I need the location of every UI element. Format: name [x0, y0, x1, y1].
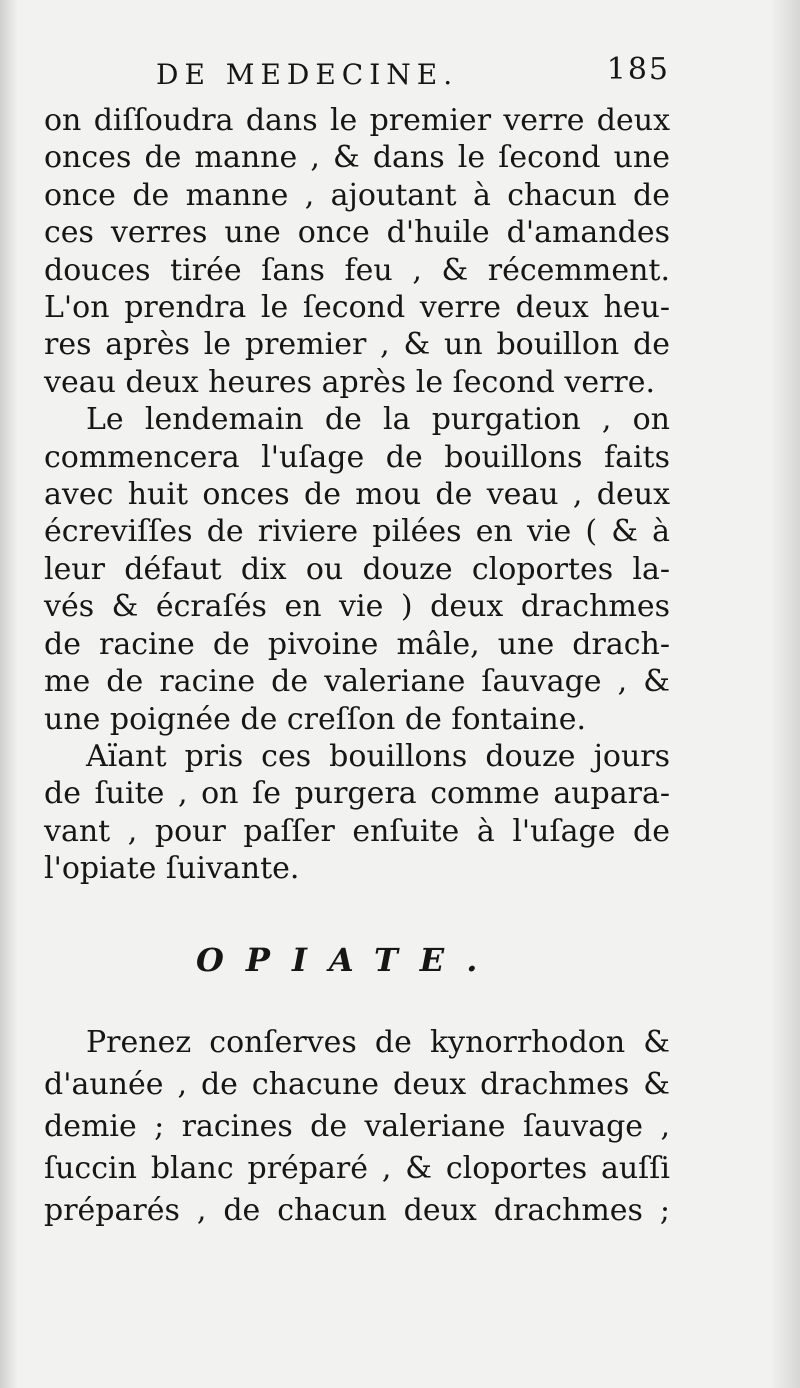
text-line: ſuccin blanc préparé , & cloportes auſſi [44, 1150, 670, 1186]
text-line: Le lendemain de la purgation , on [86, 402, 670, 438]
text-line: ces verres une once d'huile d'amandes [44, 215, 670, 251]
text-line: d'aunée , de chacune deux drachmes & [44, 1066, 670, 1102]
text-line: on diſſoudra dans le premier verre deux [44, 103, 670, 138]
page-text [44, 52, 670, 1232]
paragraph-4 [44, 1022, 670, 1232]
text-line: onces de manne , & dans le ſecond une [44, 140, 670, 176]
paragraph-2 [44, 401, 670, 738]
text-line: commencera l'uſage de bouillons faits [44, 439, 670, 475]
text-line: l'opiate ſuivante. [44, 851, 300, 887]
text-line: écreviſſes de riviere pilées en vie ( & à [44, 514, 670, 550]
text-line: veau deux heures après le ſecond verre. [44, 364, 656, 400]
running-head [44, 52, 670, 102]
running-head-title: DE MEDECINE. [156, 58, 459, 91]
paragraph-3 [44, 738, 670, 888]
page-number: 185 [606, 52, 670, 87]
text-line: me de racine de valeriane ſauvage , & [44, 664, 670, 700]
text-line: de ſuite , on ſe purgera comme aupara- [44, 776, 670, 812]
text-line: Prenez conſerves de kynorrhodon & [86, 1024, 670, 1060]
text-line: une poignée de creſſon de fontaine. [44, 701, 587, 737]
text-line: vant , pour paſſer enſuite à l'uſage de [44, 813, 670, 849]
text-line: L'on prendra le ſecond verre deux heu- [44, 290, 670, 326]
text-line: demie ; racines de valeriane ſauvage , [44, 1108, 670, 1144]
text-line: vés & écraſés en vie ) deux drachmes [44, 589, 670, 625]
paragraph-1 [44, 102, 670, 401]
text-line: de racine de pivoine mâle, une drach- [44, 626, 670, 662]
text-line: douces tirée ſans feu , & récemment. [44, 252, 670, 288]
section-title: OPIATE. [196, 940, 500, 979]
text-line: once de manne , ajoutant à chacun de [44, 177, 670, 213]
text-line: leur défaut dix ou douze cloportes la- [44, 551, 670, 587]
text-line: préparés , de chacun deux drachmes ; [44, 1192, 670, 1228]
text-line: avec huit onces de mou de veau , deux [44, 477, 670, 513]
text-line: Aïant pris ces bouillons douze jours [86, 738, 670, 774]
text-line: res après le premier , & un bouillon de [44, 327, 670, 363]
